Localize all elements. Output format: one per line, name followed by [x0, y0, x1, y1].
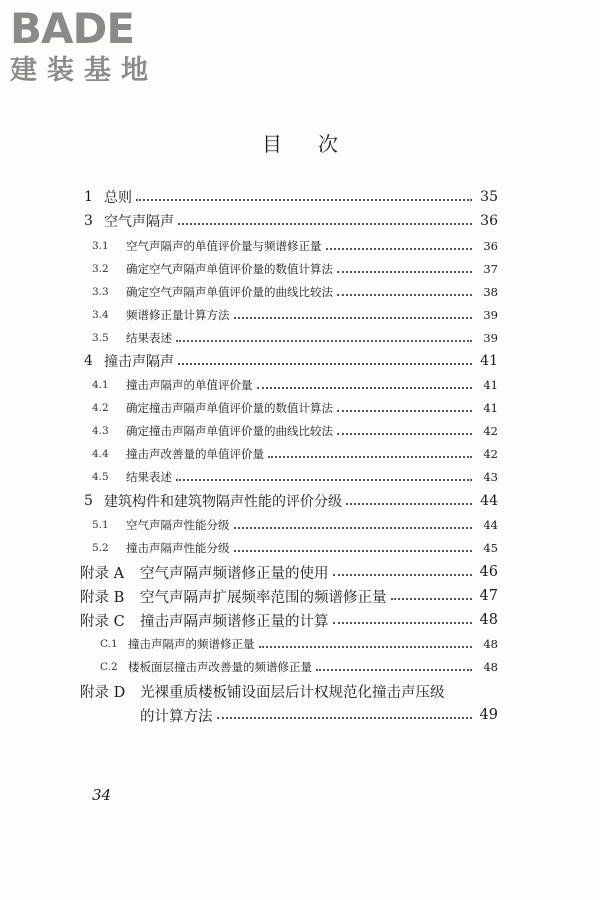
toc-entry-page: 47 [479, 588, 498, 604]
toc-entry-page: 43 [483, 470, 498, 484]
toc-entry-number: 5.2 [92, 542, 109, 554]
toc-entry-page: 48 [479, 612, 498, 628]
toc-entry-title: 光裸重质楼板铺设面层后计权规范化撞击声压级 [140, 684, 445, 701]
toc-entry-number: 4.2 [92, 402, 109, 414]
toc-leader-dots [326, 236, 473, 250]
toc-entry-number: 4 [84, 353, 93, 369]
toc-entry [84, 350, 498, 372]
toc-entry-title: 结果表述 [126, 470, 172, 484]
toc-leader-dots [337, 259, 472, 273]
toc-entry-number: 3.3 [92, 286, 109, 298]
toc-entry-title: 空气声隔声扩展频率范围的频谱修正量 [140, 589, 387, 606]
toc-entry-page: 48 [483, 637, 498, 651]
toc-entry-page: 45 [483, 541, 498, 555]
toc-entry-title: 总则 [104, 190, 132, 206]
toc-entry [92, 281, 498, 303]
toc-entry-title: 空气声隔声的单值评价量与频谱修正量 [126, 239, 322, 253]
toc-leader-dots [333, 610, 473, 624]
toc-leader-dots [234, 305, 473, 319]
toc-entry [92, 420, 498, 442]
toc-entry-page: 36 [483, 239, 498, 253]
toc-entry-page: 41 [483, 378, 498, 392]
toc-entry-title: 撞击声隔声性能分级 [126, 541, 230, 555]
toc-entry-title: 结果表述 [126, 331, 172, 345]
toc-entry-page: 49 [479, 707, 498, 723]
toc-entry-title: 撞击声隔声的单值评价量 [126, 378, 253, 392]
toc-entry-page: 44 [480, 493, 498, 509]
toc-leader-dots [259, 634, 473, 648]
toc-leader-dots [234, 515, 473, 529]
toc-entry [92, 374, 498, 396]
toc-entry-page: 39 [483, 308, 498, 322]
toc-entry [80, 561, 498, 583]
toc-entry-page: 46 [479, 564, 498, 580]
toc-leader-dots [337, 421, 472, 435]
toc-entry-number: 3 [84, 213, 93, 229]
toc-entry-title: 频谱修正量计算方法 [126, 308, 230, 322]
toc-entry-number: C.2 [100, 661, 118, 673]
toc-entry-title: 空气声隔声频谱修正量的使用 [140, 565, 329, 582]
toc-entry [80, 704, 498, 726]
toc-entry-page: 36 [480, 213, 498, 229]
title-left: 目 [262, 132, 282, 156]
toc-entry-number: 3.1 [92, 240, 109, 252]
toc-entry [84, 210, 498, 232]
toc-entry-number: 3.2 [92, 263, 109, 275]
footer-page-number: 34 [92, 786, 112, 804]
toc-entry-page: 44 [483, 518, 498, 532]
toc-entry [100, 656, 498, 678]
toc-entry-number: 4.3 [92, 425, 109, 437]
toc-entry-number: 5 [84, 493, 93, 509]
toc-entry-page: 41 [480, 353, 498, 369]
toc-entry-title: 撞击声隔声的频谱修正量 [128, 637, 255, 651]
logo-subtitle: 建装基地 [10, 55, 158, 86]
toc-entry [92, 514, 498, 536]
title-right: 次 [318, 132, 338, 156]
toc-entry-title: 撞击声改善量的单值评价量 [126, 447, 264, 461]
toc-entry [92, 235, 498, 257]
toc-entry [92, 258, 498, 280]
toc-entry-title: 楼板面层撞击声改善量的频谱修正量 [128, 660, 312, 674]
toc-entry-title: 撞击声隔声频谱修正量的计算 [140, 613, 329, 630]
toc-entry-page: 37 [483, 262, 498, 276]
toc-leader-dots [176, 328, 472, 342]
toc-leader-dots [268, 444, 472, 458]
toc-entry-title: 确定空气声隔声单值评价量的曲线比较法 [126, 285, 333, 299]
toc-entry-page: 39 [483, 331, 498, 345]
toc-entry [80, 609, 498, 631]
page-title [0, 128, 600, 157]
toc-leader-dots [136, 187, 472, 201]
toc-entry-page: 41 [483, 401, 498, 415]
toc-entry [92, 466, 498, 488]
toc-entry-number: 3.4 [92, 309, 109, 321]
toc-leader-dots [257, 375, 473, 389]
toc-leader-dots [178, 351, 472, 365]
brand-logo [10, 6, 158, 88]
toc-entry-number: 3.5 [92, 332, 109, 344]
toc-entry-number: 1 [84, 189, 93, 205]
toc-entry-title: 空气声隔声 [104, 214, 174, 230]
toc-entry-title: 确定空气声隔声单值评价量的数值计算法 [126, 262, 333, 276]
toc-entry [80, 680, 498, 702]
toc-leader-dots [217, 705, 473, 719]
toc-entry-page: 42 [483, 447, 498, 461]
toc-entry-number: 5.1 [92, 519, 109, 531]
toc-entry-number: C.1 [100, 638, 118, 650]
toc-leader-dots [346, 491, 472, 505]
toc-entry [92, 537, 498, 559]
toc-leader-dots [178, 211, 472, 225]
toc-entry-number: 4.1 [92, 379, 109, 391]
toc-entry [92, 304, 498, 326]
toc-leader-dots [337, 282, 472, 296]
toc-entry-page: 48 [483, 660, 498, 674]
toc-entry-page: 42 [483, 424, 498, 438]
toc-entry [100, 633, 498, 655]
toc-entry-number: 4.5 [92, 471, 109, 483]
toc-leader-dots [337, 398, 472, 412]
toc-entry-title: 空气声隔声性能分级 [126, 518, 230, 532]
logo-brand: BADE [10, 4, 135, 53]
toc-leader-dots [176, 467, 472, 481]
toc-entry-page: 38 [483, 285, 498, 299]
toc-entry-number: 附录 A [80, 565, 125, 582]
toc-entry-number: 附录 B [80, 589, 125, 606]
toc-entry-title: 确定撞击声隔声单值评价量的数值计算法 [126, 401, 333, 415]
toc-entry-title: 建筑构件和建筑物隔声性能的评价分级 [104, 494, 342, 510]
toc-entry-title: 撞击声隔声 [104, 354, 174, 370]
toc-entry [92, 397, 498, 419]
toc-entry-number: 附录 D [80, 684, 126, 701]
toc-entry-number: 附录 C [80, 613, 125, 630]
toc-leader-dots [234, 538, 473, 552]
toc-entry-title: 确定撞击声隔声单值评价量的曲线比较法 [126, 424, 333, 438]
toc-leader-dots [316, 657, 472, 671]
toc-leader-dots [391, 586, 473, 600]
toc-entry [80, 585, 498, 607]
toc-entry [84, 490, 498, 512]
toc-entry [84, 186, 498, 208]
toc-entry-page: 35 [480, 189, 498, 205]
toc-entry [92, 327, 498, 349]
toc-leader-dots [333, 562, 473, 576]
toc-entry-number: 4.4 [92, 448, 109, 460]
toc-entry [92, 443, 498, 465]
toc-entry-title: 的计算方法 [140, 708, 213, 725]
